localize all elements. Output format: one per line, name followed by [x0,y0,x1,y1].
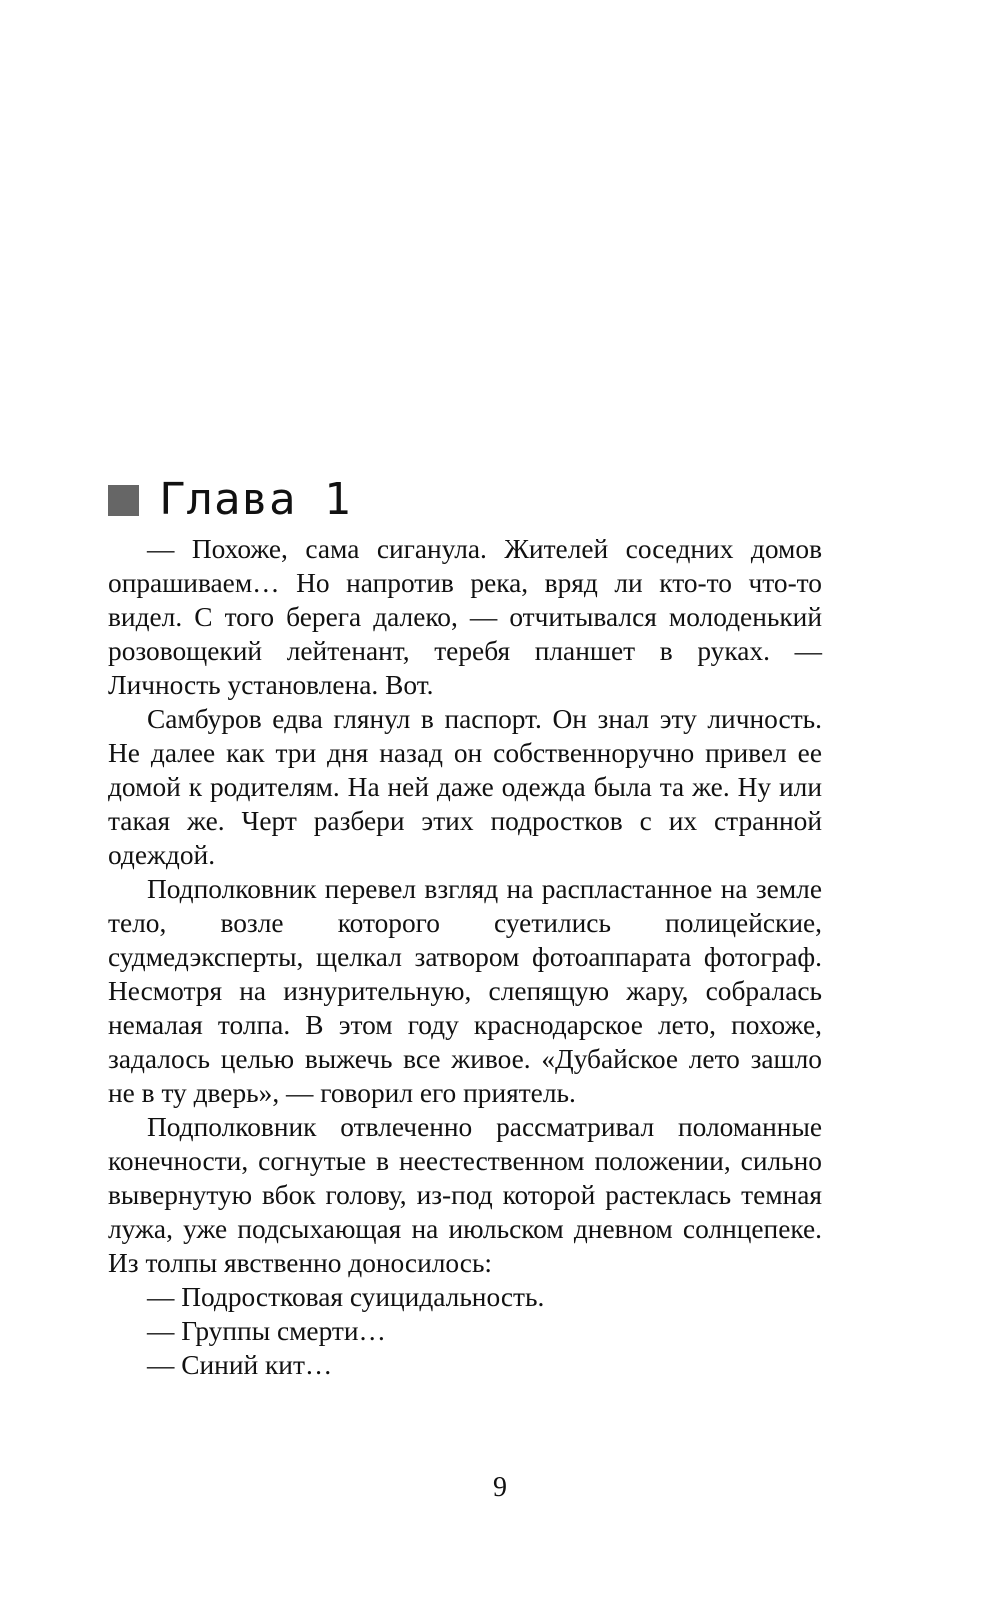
chapter-marker-square [108,485,139,516]
dialogue-line: — Подростковая суицидальность. [147,1282,545,1312]
chapter-title: Глава 1 [159,474,352,525]
chapter-body [108,532,822,1382]
chapter-heading [108,474,352,525]
paragraph: Самбуров едва глянул в паспорт. Он знал эту личность. Не далее как три дня назад он собственноручно привел ее домой к родителям. На ней даже одежда была та же. Ну или такая же. Черт разбери этих подростков с их странной одеждой. [108,704,822,870]
page-number: 9 [493,1472,507,1503]
paragraph: — Похоже, сама сиганула. Жителей соседних домов опрашиваем… Но напротив река, вряд ли кто-то что-то видел. С того берега далеко, — отчитывался молоденький розовощекий лейтенант, теребя планшет в руках. — Личность установлена. Вот. [108,534,822,700]
paragraph: Подполковник перевел взгляд на распластанное на земле тело, возле которого суетились полицейские, судмедэксперты, щелкал затвором фотоаппарата фотограф. Несмотря на изнурительную, слепящую жару, собралась немалая толпа. В этом году краснодарское лето, похоже, задалось целью выжечь все живое. «Дубайское лето зашло не в ту дверь», — говорил его приятель. [108,874,822,1108]
dialogue-line: — Синий кит… [147,1350,333,1380]
paragraph: Подполковник отвлеченно рассматривал поломанные конечности, согнутые в неестественном положении, сильно вывернутую вбок голову, из-под которой растеклась темная лужа, уже подсыхающая на июльском дневном солнцепеке. Из толпы явственно доносилось: [108,1112,822,1278]
dialogue-line: — Группы смерти… [147,1316,386,1346]
